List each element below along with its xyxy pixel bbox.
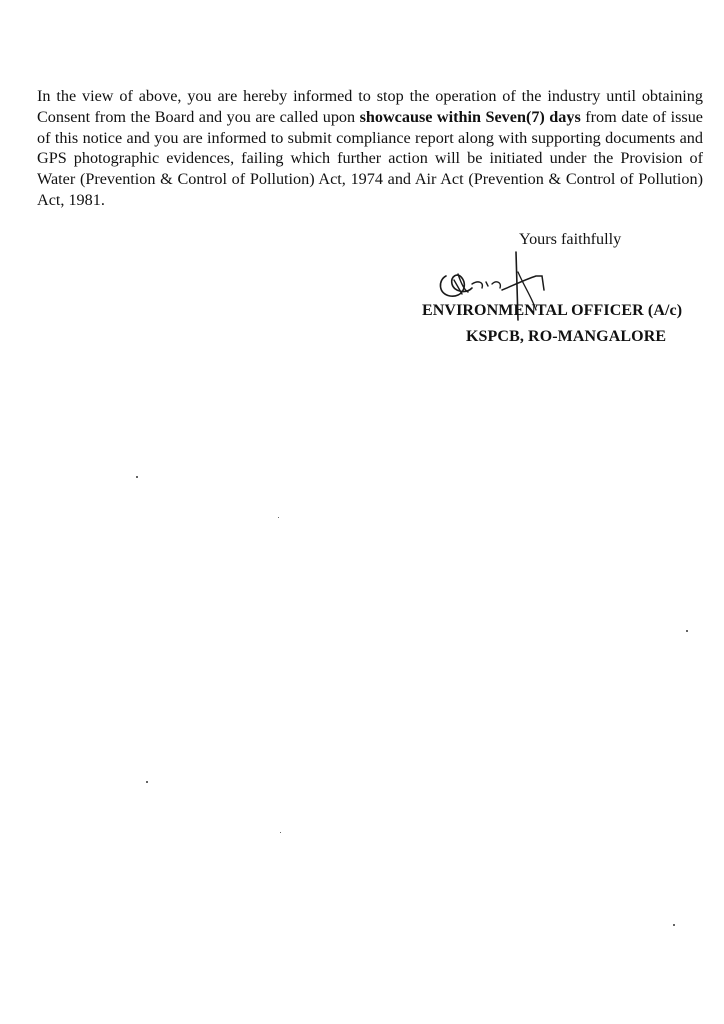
scan-speck [136,476,138,478]
scan-speck [146,781,148,783]
signatory-office: KSPCB, RO-MANGALORE [466,328,667,345]
signatory-designation: ENVIRONMENTAL OFFICER (A/c) [422,302,683,319]
paragraph-text-end: from date of issue of this notice and you are informed to submit compliance report along with supporting documents and GPS photographic evidences, failing which further action will be initiated under the Provision of Water (Prevention & Control of Pollution) Act, 1974 and Air Act (Prevention & Control of Pollution) Act, 1981. [37,107,703,209]
notice-paragraph [37,86,703,211]
scan-speck [278,517,279,518]
paragraph-bold-deadline: showcause within Seven(7) days [359,107,581,126]
scan-speck [673,924,675,926]
scan-speck [686,630,688,632]
closing-salutation: Yours faithfully [519,230,622,248]
scan-speck [280,832,281,833]
paragraph-text-start: In the view of above, you are hereby informed to stop the operation of the industry until obtaining Consent from the Board and you are called upon [37,87,703,126]
